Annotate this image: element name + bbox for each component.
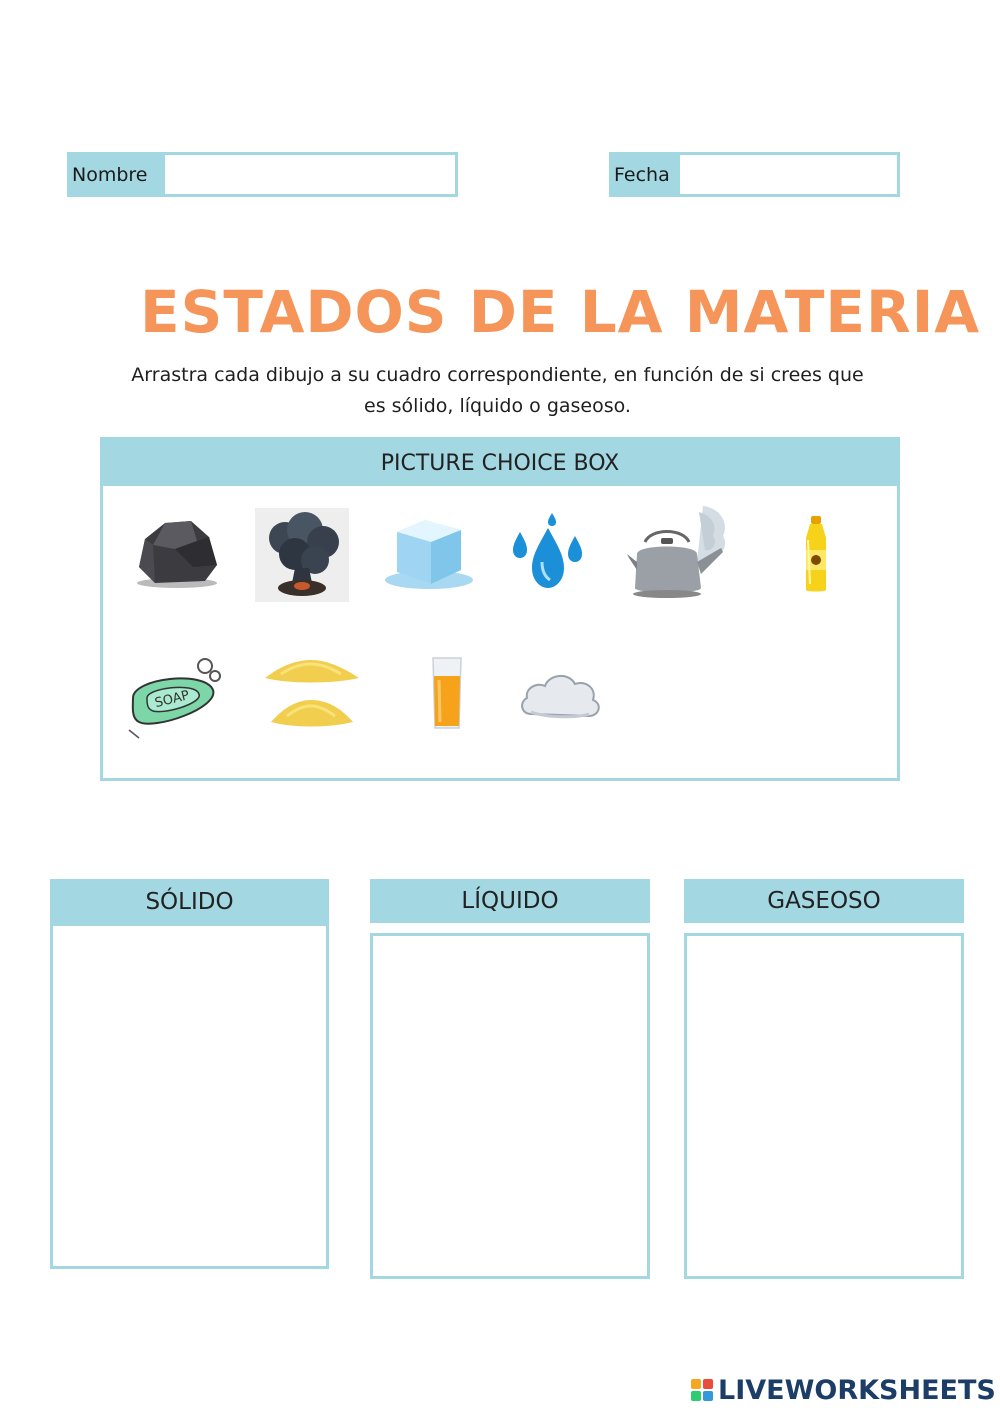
zone-liquid-label: LÍQUIDO [461,888,559,914]
page-title: ESTADOS DE LA MATERIA [140,278,981,346]
instructions [100,360,895,422]
choice-box-title: PICTURE CHOICE BOX [380,450,620,476]
date-label [609,152,679,197]
cloud-icon[interactable] [517,668,603,722]
zone-solid-drop-area[interactable] [50,923,329,1269]
juice-glass-icon[interactable] [427,656,467,732]
water-drops-icon[interactable] [508,510,588,592]
oil-bottle-icon[interactable] [798,514,834,594]
soap-bar-icon[interactable] [125,650,223,740]
sand-pile-icon[interactable] [263,656,361,728]
rock-icon[interactable] [131,515,223,589]
instructions-line-1: Arrastra cada dibujo a su cuadro correspondiente, en función de si crees que [131,364,864,386]
ice-cube-icon[interactable] [379,512,475,592]
date-label-text: Fecha [614,163,670,186]
zone-gas-label: GASEOSO [767,888,881,914]
zone-liquid-drop-area[interactable] [370,933,650,1279]
zone-gas-drop-area[interactable] [684,933,964,1279]
name-field[interactable] [165,155,455,194]
zone-liquid-header [370,879,650,923]
instructions-line-2: es sólido, líquido o gaseoso. [364,395,631,417]
zone-solid-label: SÓLIDO [145,889,234,915]
name-label-text: Nombre [72,163,148,186]
name-field-box [162,152,458,197]
brand-name: LIVEWORKSHEETS [718,1374,996,1406]
date-field[interactable] [680,155,897,194]
steaming-kettle-icon[interactable] [625,504,735,602]
picture-choice-box [100,437,900,781]
name-label [67,152,164,197]
liveworksheets-mark-icon [690,1378,714,1402]
choice-box-header [103,440,897,486]
zone-solid-header [50,879,329,925]
smoke-cloud-icon[interactable] [255,508,349,602]
soap-label: SOAP [153,688,191,712]
liveworksheets-logo [690,1372,996,1408]
zone-gas-header [684,879,964,923]
date-field-box [677,152,900,197]
